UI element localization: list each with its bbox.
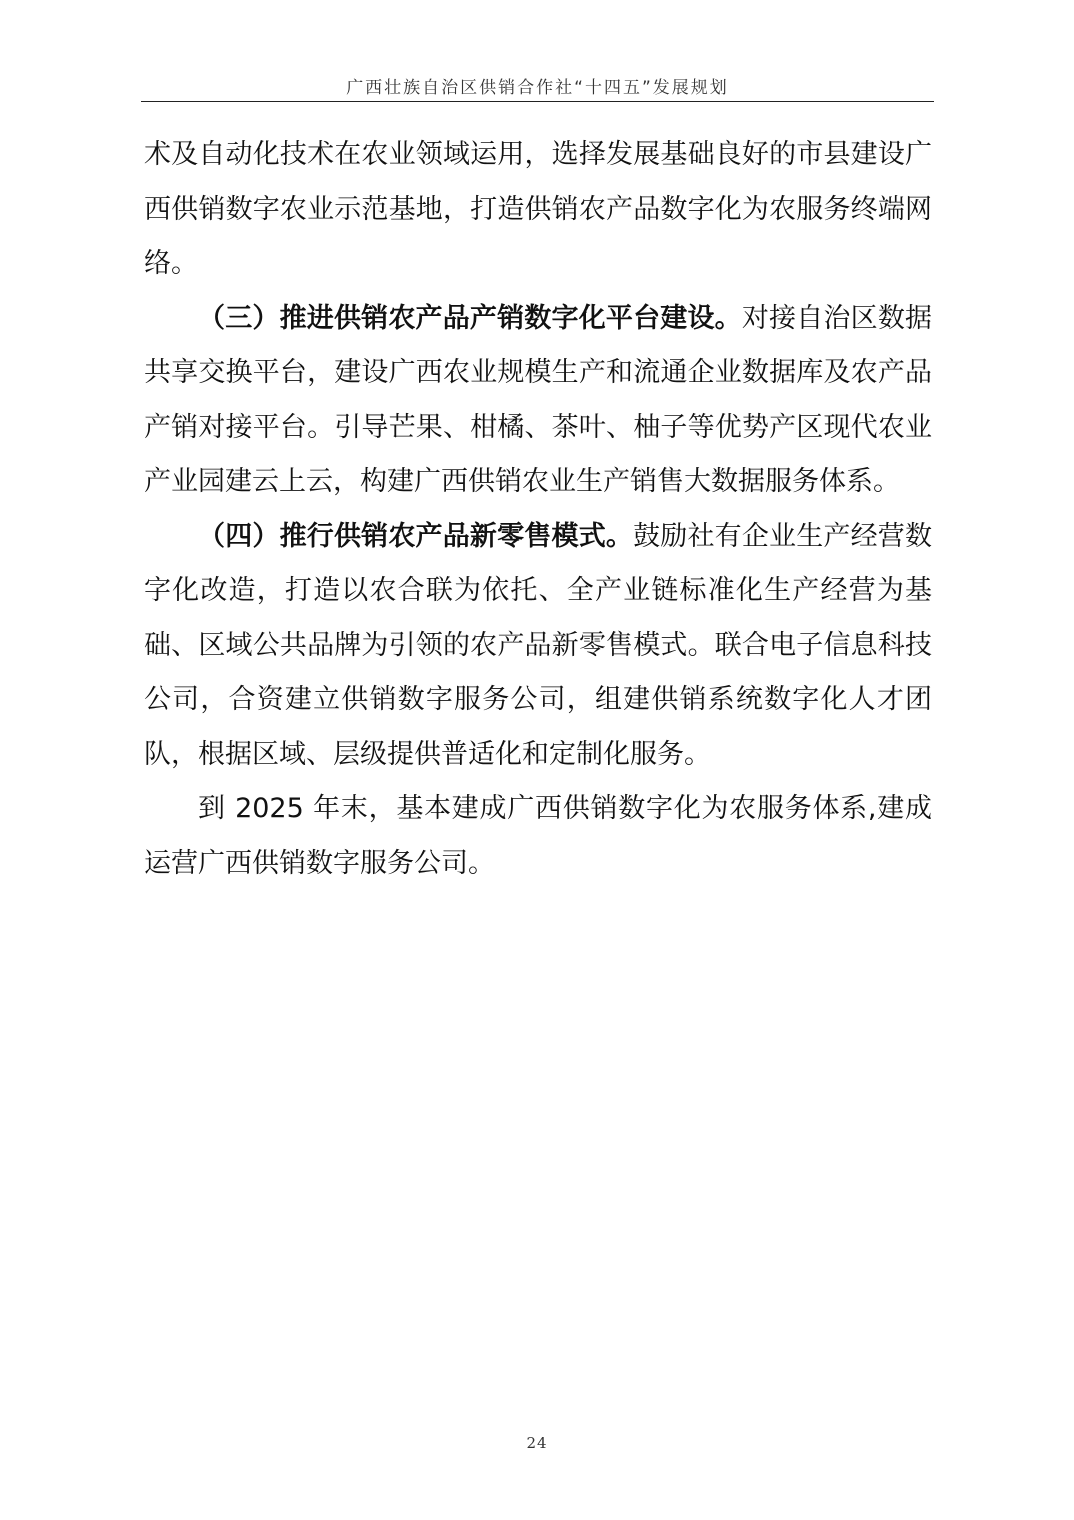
running-header-title: 广西壮族自治区供销合作社“十四五”发展规划: [346, 78, 729, 98]
section-heading: （三）推进供销农产品产销数字化平台建设。: [198, 302, 742, 334]
body-text: [144, 128, 932, 891]
paragraph-text: 鼓励社有企业生产经营数字化改造，打造以农合联为依托、全产业链标准化生产经营为基础、区域公共品牌为引领的农产品新零售模式。联合电子信息科技公司，合资建立供销数字服务公司，组建供销系统数字化人才团队，根据区域、层级提供普适化和定制化服务。: [144, 520, 933, 770]
page-number: 24: [526, 1434, 548, 1452]
paragraph-text: 术及自动化技术在农业领域运用，选择发展基础良好的市县建设广西供销数字农业示范基地，打造供销农产品数字化为农服务终端网络。: [144, 139, 932, 279]
section-heading: （四）推行供销农产品新零售模式。: [198, 520, 634, 552]
header-rule: [141, 101, 934, 102]
paragraph-target: [144, 782, 932, 891]
paragraph-continuation: [144, 128, 932, 292]
paragraph-text: 到 2025 年末，基本建成广西供销数字化为农服务体系,建成运营广西供销数字服务公司。: [144, 793, 932, 879]
paragraph-text: 对接自治区数据共享交换平台，建设广西农业规模生产和流通企业数据库及农产品产销对接平台。引导芒果、柑橘、茶叶、柚子等优势产区现代农业产业园建云上云，构建广西供销农业生产销售大数据服务体系。: [144, 302, 933, 497]
paragraph-section-4: [144, 510, 932, 783]
paragraph-section-3: [144, 292, 932, 510]
